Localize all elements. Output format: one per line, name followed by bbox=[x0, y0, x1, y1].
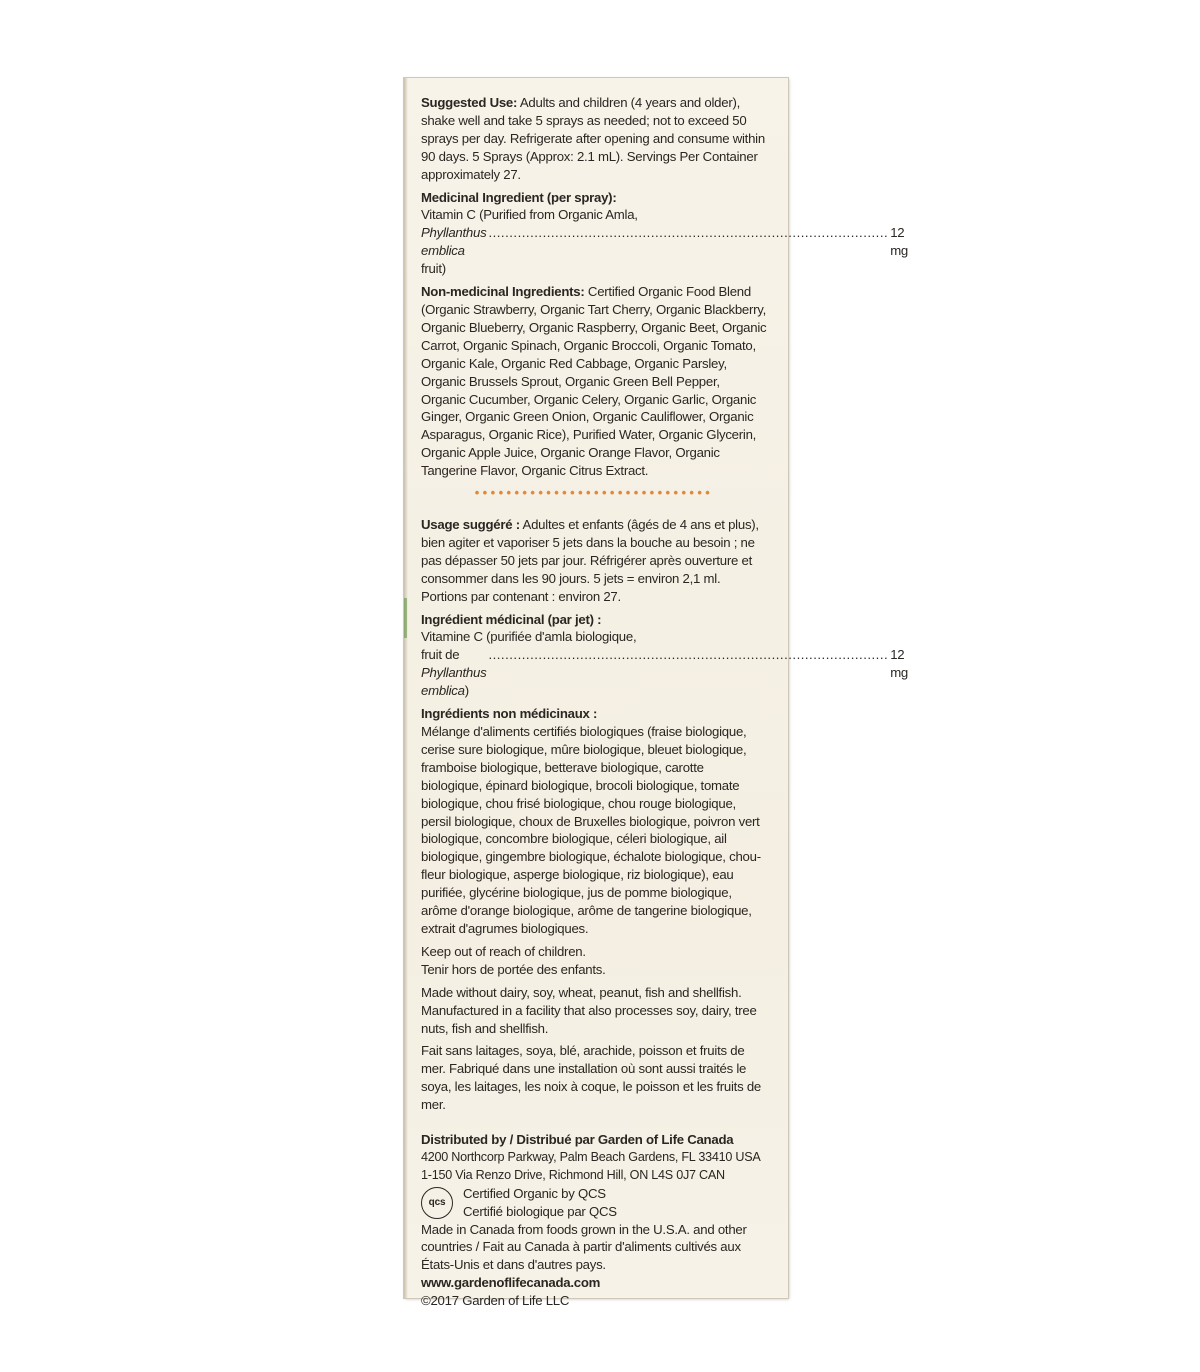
address-us: 4200 Northcorp Parkway, Palm Beach Gardens, FL 33410 USA bbox=[421, 1149, 761, 1164]
suggested-use-text: Adults and children (4 years and older), shake well and take 5 sprays as needed; not to exceed 50 sprays per day. Refrigerate after opening and consume within 90 days. 5 Sprays (Approx: 2.1 mL). Servings Per Container approximately 27. bbox=[421, 95, 765, 182]
medicinal-latin: Phyllanthus emblica bbox=[421, 225, 487, 259]
medicinal-suffix: fruit) bbox=[421, 261, 446, 277]
website-text: www.gardenoflifecanada.com bbox=[421, 1275, 601, 1291]
medicinal-amount-row-fr bbox=[421, 646, 909, 700]
medicinal-amount-fr: 12 mg bbox=[890, 647, 909, 681]
nonmed-label-fr: Ingrédients non médicinaux : bbox=[421, 706, 598, 722]
qcs-logo-icon: qcs bbox=[421, 1187, 453, 1219]
nonmed-text: Certified Organic Food Blend (Organic Strawberry, Organic Tart Cherry, Organic Blackberry, Organic Blueberry, Organic Raspberry, Organic Beet, Organic Carrot, Organic Spinach, Organic Broccoli, Organic Tomato, Organic Kale, Organic Red Cabbage, Organic Parsley, Organic Brussels Sprout, Organic Green Bell Pepper, Organic Cucumber, Organic Celery, Organic Garlic, Organic Ginger, Organic Green Onion, Organic Cauliflower, Organic Asparagus, Organic Rice), Purified Water, Organic Glycerin, Organic Apple Juice, Organic Orange Flavor, Organic Tangerine Flavor, Organic Citrus Extract. bbox=[421, 284, 767, 479]
medicinal-suffix-fr: ) bbox=[464, 683, 469, 699]
nonmed-label: Non-medicinal Ingredients: bbox=[421, 284, 585, 300]
website-link bbox=[421, 1274, 767, 1292]
leader-dots-fr: ................................................................................................ bbox=[488, 647, 889, 663]
nonmed-text-fr: Mélange d'aliments certifiés biologiques (fraise biologique, cerise sure biologique, mûre biologique, bleuet biologique, framboise biologique, betterave biologique, carotte biologique, épinard biologique, brocoli biologique, tomate biologique, chou frisé biologique, chou rouge biologique, persil biologique, choux de Bruxelles biologique, poivron vert biologique, concombre biologique, céleri biologique, ail biologique, gingembre biologique, échalote biologique, chou-fleur biologique, asperge biologique, riz biologique), eau purifiée, glycérine biologique, jus de pomme biologique, arôme d'orange biologique, arôme de tangerine biologique, extrait d'agrumes biologiques. bbox=[421, 724, 761, 936]
usage-label: Usage suggéré : bbox=[421, 517, 520, 533]
suggested-use-en bbox=[421, 94, 767, 184]
distributed-by bbox=[421, 1131, 767, 1149]
suggested-use-fr bbox=[421, 516, 767, 606]
label-content bbox=[421, 94, 909, 1310]
leader-dots: ................................................................................................ bbox=[488, 225, 889, 241]
medicinal-label: Medicinal Ingredient (per spray): bbox=[421, 189, 617, 205]
medicinal-prefix-fr: fruit de bbox=[421, 647, 460, 663]
suggested-use-label: Suggested Use: bbox=[421, 95, 518, 110]
allergen-en: Made without dairy, soy, wheat, peanut, fish and shellfish. Manufactured in a facility that also processes soy, dairy, tree nuts, fish and shellfish. bbox=[421, 984, 757, 1036]
medicinal-amount-row bbox=[421, 224, 909, 278]
keep-out-en: Keep out of reach of children. bbox=[421, 943, 586, 959]
medicinal-label-fr: Ingrédient médicinal (par jet) : bbox=[421, 611, 602, 627]
address-ca: 1-150 Via Renzo Drive, Richmond Hill, ON L4S 0J7 CAN bbox=[421, 1167, 725, 1182]
copyright: ©2017 Garden of Life LLC bbox=[421, 1293, 570, 1309]
keep-out-warning bbox=[421, 943, 767, 979]
certified-en: Certified Organic by QCS bbox=[463, 1185, 606, 1201]
allergen-fr: Fait sans laitages, soya, blé, arachide, poisson et fruits de mer. Fabriqué dans une installation où sont aussi traités le soya, les laitages, les noix à coque, le poisson et les fruits de mer. bbox=[421, 1043, 762, 1113]
distributor-block bbox=[421, 1131, 767, 1310]
medicinal-amount: 12 mg bbox=[890, 225, 909, 259]
nonmedicinal-en bbox=[421, 283, 767, 480]
keep-out-fr: Tenir hors de portée des enfants. bbox=[421, 961, 606, 977]
medicinal-ingredient-en bbox=[421, 189, 909, 279]
certified-fr: Certifié biologique par QCS bbox=[463, 1203, 617, 1219]
medicinal-latin-fr: Phyllanthus emblica bbox=[421, 665, 487, 699]
made-in: Made in Canada from foods grown in the U.S.A. and other countries / Fait au Canada à partir d'aliments cultivés aux États-Unis et dans d'autres pays. bbox=[421, 1221, 747, 1273]
nonmedicinal-fr bbox=[421, 705, 767, 938]
medicinal-ingredient-fr bbox=[421, 611, 909, 701]
section-separator: •••••••••••••••••••••••••••••• bbox=[474, 485, 714, 501]
distributed-by-text: Distributed by / Distribué par Garden of Life Canada bbox=[421, 1132, 734, 1148]
usage-text: Adultes et enfants (âgés de 4 ans et plus), bien agiter et vaporiser 5 jets dans la bouche au besoin ; ne pas dépasser 50 jets par jour. Réfrigérer après ouverture et consommer dans les 90 jours. 5 jets = environ 2,1 ml. Portions par contenant : environ 27. bbox=[421, 517, 759, 604]
panel-edge-mark bbox=[404, 598, 407, 638]
certification-row bbox=[421, 1185, 767, 1221]
medicinal-line1: Vitamin C (Purified from Organic Amla, bbox=[421, 207, 638, 223]
product-label-panel bbox=[404, 78, 909, 1309]
medicinal-line1-fr: Vitamine C (purifiée d'amla biologique, bbox=[421, 629, 637, 645]
